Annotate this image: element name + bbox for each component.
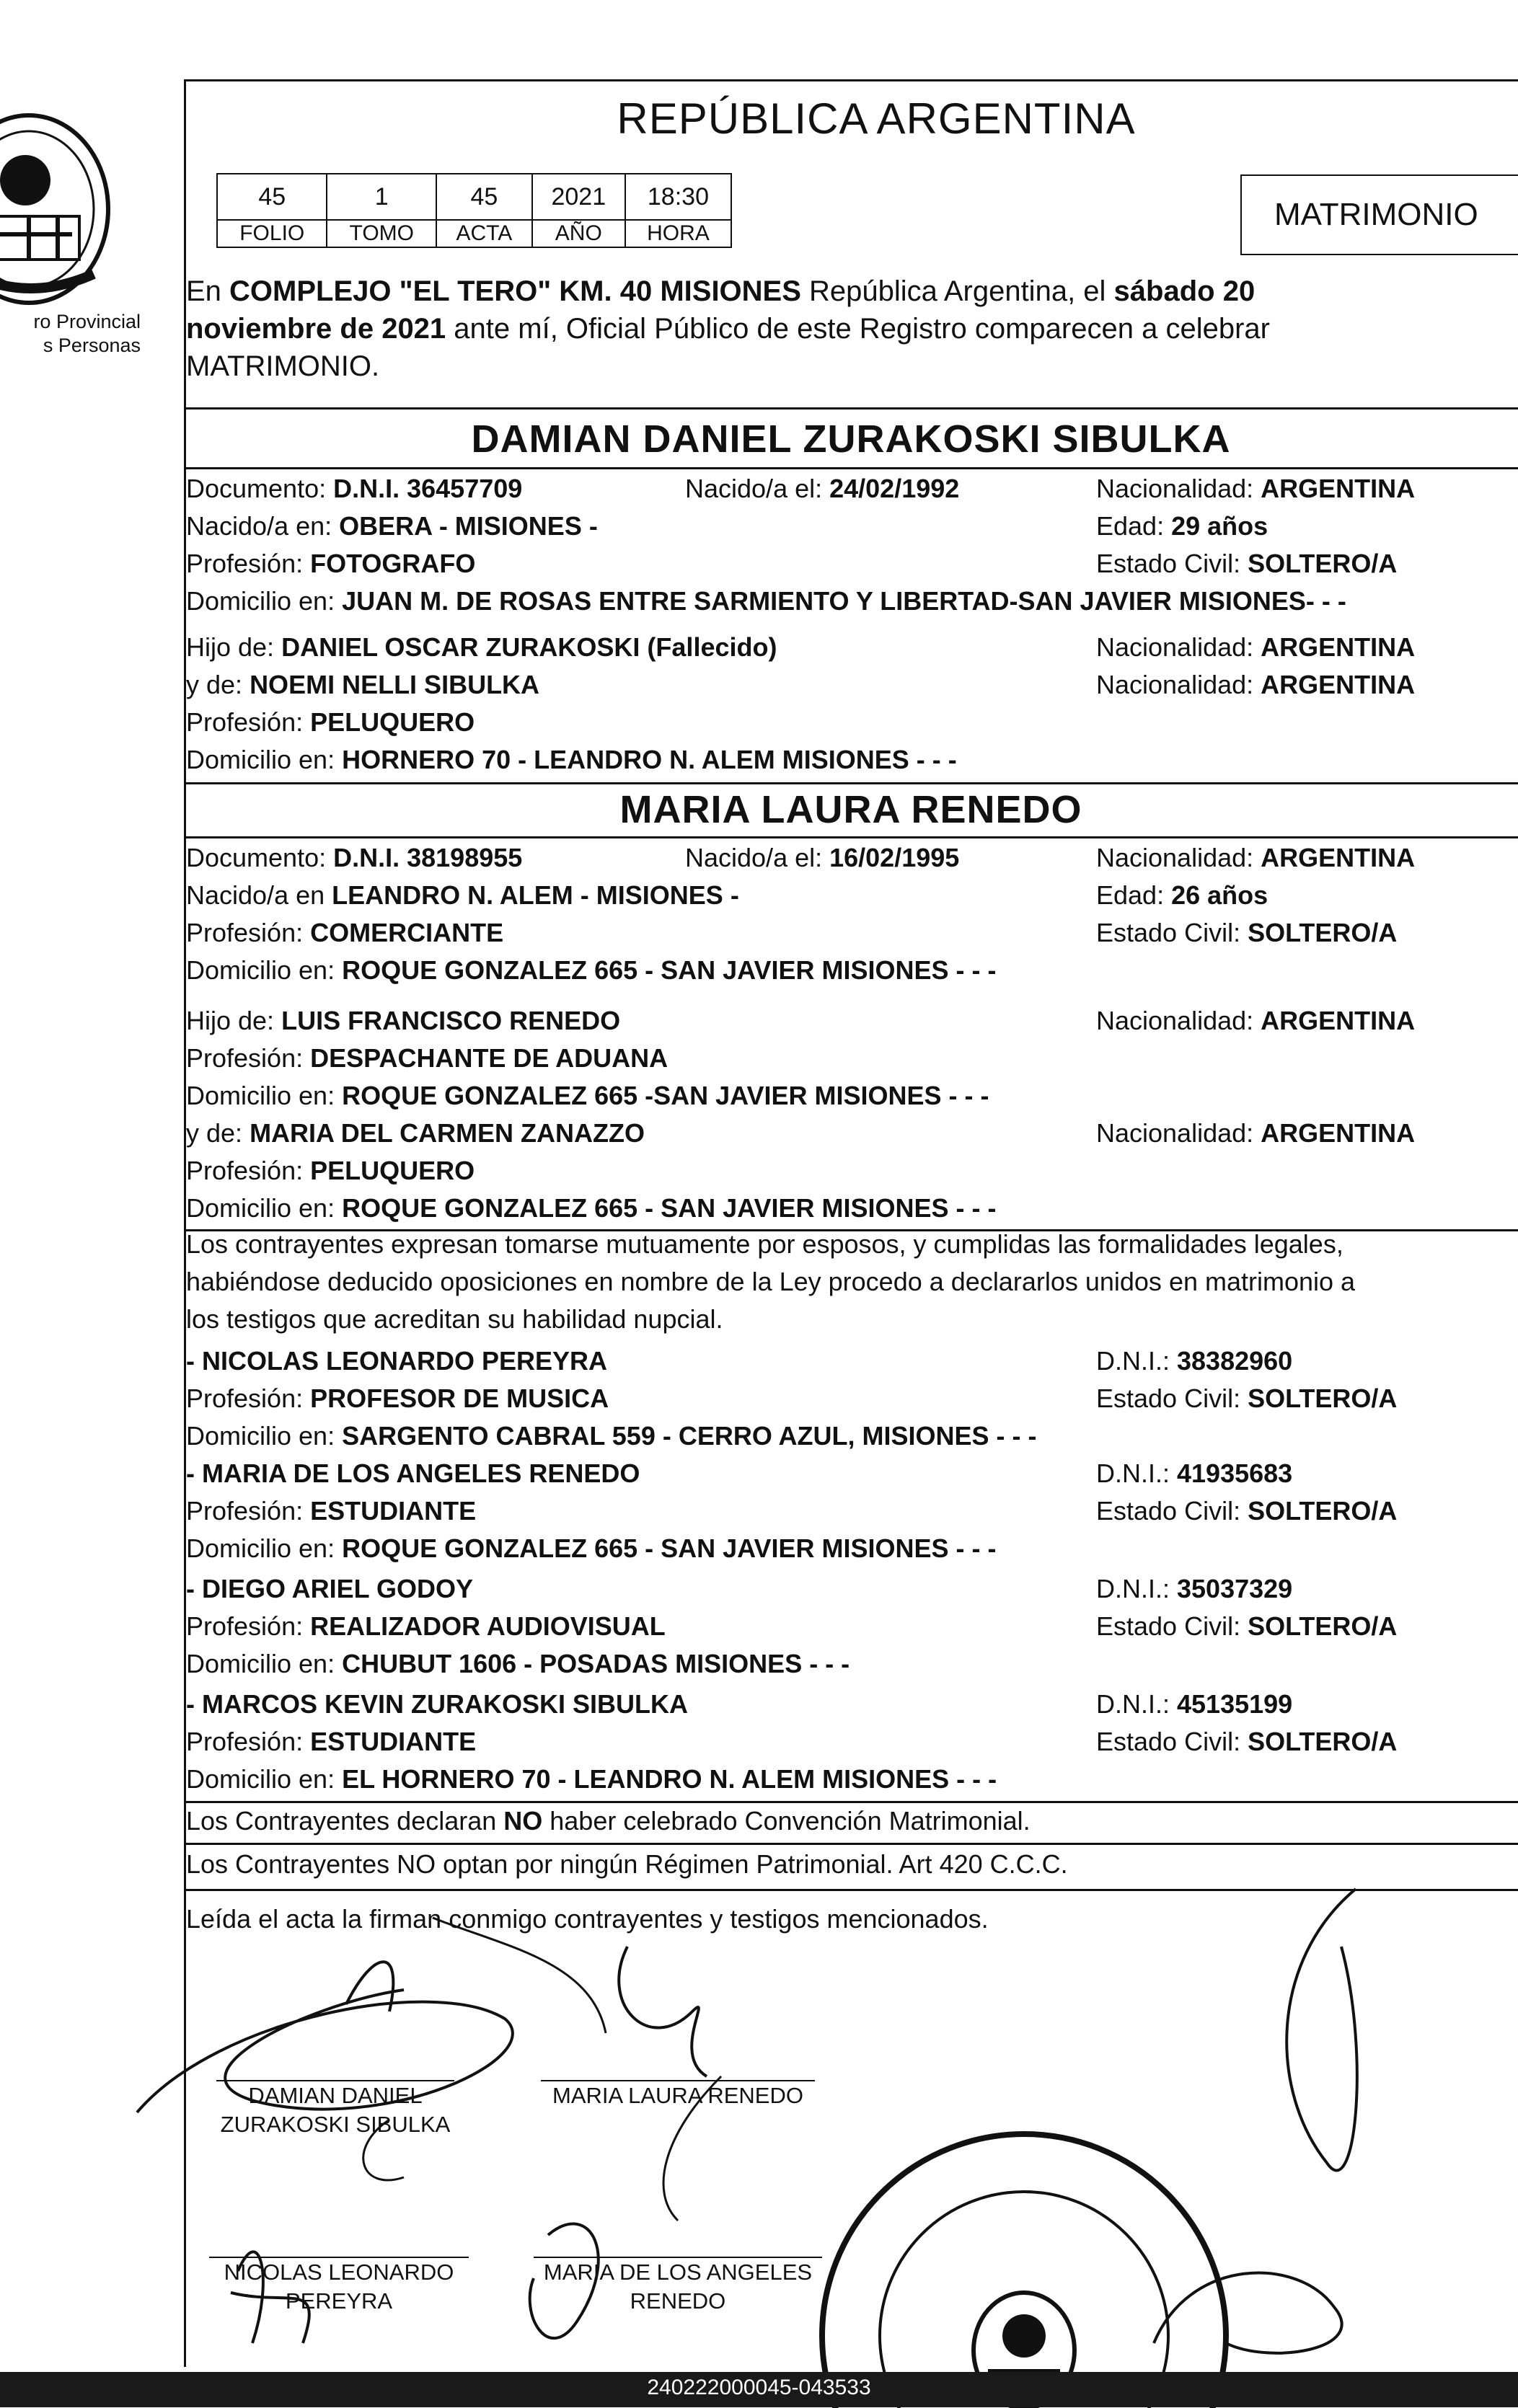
label: Domicilio en: (186, 1533, 343, 1563)
value: FOTOGRAFO (310, 549, 476, 578)
label: Documento: (186, 474, 334, 503)
value: ROQUE GONZALEZ 665 - SAN JAVIER MISIONES - - - (342, 955, 997, 985)
hora-label: HORA (625, 220, 731, 247)
label: Hijo de: (186, 632, 282, 662)
intro-date-1: sábado 20 (1113, 275, 1256, 307)
value: LUIS FRANCISCO RENEDO (281, 1006, 621, 1035)
value: PROFESOR DE MUSICA (310, 1384, 609, 1413)
label: Profesión: (186, 1496, 311, 1526)
value: ARGENTINA (1261, 670, 1416, 699)
value: SOLTERO/A (1248, 549, 1398, 578)
value: PELUQUERO (310, 1156, 475, 1185)
label: Domicilio en: (186, 955, 343, 985)
label: Nacionalidad: (1096, 670, 1261, 699)
label: Estado Civil: (1096, 1496, 1248, 1526)
value: DANIEL OSCAR ZURAKOSKI (Fallecido) (281, 632, 777, 662)
value: NOEMI NELLI SIBULKA (250, 670, 540, 699)
value: - DIEGO ARIEL GODOY (186, 1574, 474, 1603)
value: ARGENTINA (1261, 474, 1416, 503)
label: Profesión: (186, 1611, 311, 1641)
label: Edad: (1096, 511, 1172, 541)
value: SOLTERO/A (1248, 1727, 1398, 1756)
intro-text-1: En (186, 275, 230, 307)
value: ARGENTINA (1261, 843, 1416, 872)
label: Nacido/a el: (685, 843, 830, 872)
value: 35037329 (1177, 1574, 1293, 1603)
value: LEANDRO N. ALEM - MISIONES - (332, 880, 739, 910)
logo-caption-line2: s Personas (43, 335, 141, 356)
logo-caption-line1: ro Provincial (33, 311, 141, 332)
value: ARGENTINA (1261, 1006, 1416, 1035)
label: Profesión: (186, 1384, 311, 1413)
intro-text-2: República Argentina, el (800, 275, 1114, 307)
label: Nacido/a el: (685, 474, 830, 503)
value: 45135199 (1177, 1689, 1293, 1719)
value: SOLTERO/A (1248, 1384, 1398, 1413)
value: MARIA DEL CARMEN ZANAZZO (250, 1118, 645, 1148)
label: Profesión: (186, 1156, 311, 1185)
value: COMERCIANTE (310, 918, 504, 947)
label: Profesión: (186, 918, 311, 947)
value: 38382960 (1177, 1346, 1293, 1376)
value: ESTUDIANTE (310, 1727, 477, 1756)
agreement-regime: Los Contrayentes NO optan por ningún Régimen Patrimonial. Art 420 C.C.C. (186, 1849, 1068, 1879)
folio-label: FOLIO (217, 220, 327, 247)
value: SOLTERO/A (1248, 1611, 1398, 1641)
value: CHUBUT 1606 - POSADAS MISIONES - - - (342, 1649, 850, 1678)
value: SARGENTO CABRAL 559 - CERRO AZUL, MISIONES - - - (342, 1421, 1037, 1451)
intro-text-3: ante mí, Oficial Público de este Registro comparecen a celebrar (446, 313, 1270, 345)
intro-text-4: MATRIMONIO. (186, 350, 380, 382)
value: 16/02/1995 (829, 843, 960, 872)
signature-name-line2: ZURAKOSKI SIBULKA (220, 2112, 451, 2137)
label: Domicilio en: (186, 1193, 343, 1223)
label: Nacionalidad: (1096, 843, 1261, 872)
signature-witness1 (209, 2257, 469, 2316)
value: ARGENTINA (1261, 1118, 1416, 1148)
label: Estado Civil: (1096, 549, 1248, 578)
label: D.N.I.: (1096, 1346, 1178, 1376)
spouse2-name: MARIA LAURA RENEDO (619, 788, 1082, 831)
label: Edad: (1096, 880, 1172, 910)
label: Domicilio en: (186, 1764, 343, 1794)
value: DESPACHANTE DE ADUANA (310, 1043, 668, 1073)
label: Hijo de: (186, 1006, 282, 1035)
value: 41935683 (1177, 1458, 1293, 1488)
label: Nacionalidad: (1096, 632, 1261, 662)
label: Profesión: (186, 707, 311, 737)
value: ESTUDIANTE (310, 1496, 477, 1526)
value: 29 años (1171, 511, 1268, 541)
label: y de: (186, 670, 250, 699)
record-type-box: MATRIMONIO (1240, 174, 1518, 255)
label: D.N.I.: (1096, 1689, 1178, 1719)
label: Nacido/a en: (186, 511, 340, 541)
declaration-line2: habiéndose deducido oposiciones en nombre de la Ley procedo a declararlos unidos en matrimonio a (186, 1267, 1356, 1296)
label: y de: (186, 1118, 250, 1148)
label: Nacionalidad: (1096, 1118, 1261, 1148)
label: Domicilio en: (186, 745, 343, 774)
label: D.N.I.: (1096, 1574, 1178, 1603)
value: 24/02/1992 (829, 474, 960, 503)
label: Domicilio en: (186, 1081, 343, 1110)
value: REALIZADOR AUDIOVISUAL (310, 1611, 666, 1641)
value: - NICOLAS LEONARDO PEREYRA (186, 1346, 608, 1376)
intro-place: COMPLEJO "EL TERO" KM. 40 MISIONES (229, 275, 801, 307)
label: D.N.I.: (1096, 1458, 1178, 1488)
signature-name-line1: MARIA DE LOS ANGELES (543, 2259, 813, 2285)
label: Domicilio en: (186, 1649, 343, 1678)
value: ROQUE GONZALEZ 665 -SAN JAVIER MISIONES - - - (342, 1081, 989, 1110)
folio-value: 45 (217, 174, 327, 220)
value: ROQUE GONZALEZ 665 - SAN JAVIER MISIONES - - - (342, 1533, 997, 1563)
text: haber celebrado Convención Matrimonial. (542, 1806, 1031, 1836)
closing-statement: Leída el acta la firman conmigo contrayentes y testigos mencionados. (186, 1904, 989, 1934)
hora-value: 18:30 (625, 174, 731, 220)
label: Profesión: (186, 1727, 311, 1756)
acta-label: ACTA (436, 220, 532, 247)
value: ROQUE GONZALEZ 665 - SAN JAVIER MISIONES - - - (342, 1193, 997, 1223)
value: - MARCOS KEVIN ZURAKOSKI SIBULKA (186, 1689, 689, 1719)
document-code: 240222000045-043533 (647, 2376, 871, 2399)
signature-name-line1: DAMIAN DANIEL (248, 2083, 423, 2108)
label: Estado Civil: (1096, 1611, 1248, 1641)
label: Domicilio en: (186, 1421, 343, 1451)
page-title: REPÚBLICA ARGENTINA (617, 94, 1136, 143)
label: Estado Civil: (1096, 1384, 1248, 1413)
label: Estado Civil: (1096, 918, 1248, 947)
value: SOLTERO/A (1248, 918, 1398, 947)
value: JUAN M. DE ROSAS ENTRE SARMIENTO Y LIBERTAD-SAN JAVIER MISIONES- - - (342, 586, 1346, 616)
value: - MARIA DE LOS ANGELES RENEDO (186, 1458, 640, 1488)
signature-witness2 (534, 2257, 822, 2316)
value: EL HORNERO 70 - LEANDRO N. ALEM MISIONES - - - (342, 1764, 997, 1794)
anio-value: 2021 (532, 174, 625, 220)
spouse1-name: DAMIAN DANIEL ZURAKOSKI SIBULKA (471, 417, 1231, 461)
value: HORNERO 70 - LEANDRO N. ALEM MISIONES - - - (342, 745, 957, 774)
signature-name-line2: RENEDO (630, 2288, 726, 2314)
official-stamp-icon (808, 2105, 1240, 2408)
emphasis: NO (503, 1806, 543, 1836)
value: 26 años (1171, 880, 1268, 910)
value: PELUQUERO (310, 707, 475, 737)
value: D.N.I. 36457709 (333, 474, 523, 503)
signature-name-line1: MARIA LAURA RENEDO (552, 2083, 803, 2108)
label: Profesión: (186, 549, 311, 578)
label: Profesión: (186, 1043, 311, 1073)
tomo-value: 1 (327, 174, 436, 220)
acta-value: 45 (436, 174, 532, 220)
label: Domicilio en: (186, 586, 343, 616)
declaration-line3: los testigos que acreditan su habilidad nupcial. (186, 1304, 723, 1334)
label: Nacionalidad: (1096, 474, 1261, 503)
signature-name-line1: NICOLAS LEONARDO (224, 2259, 454, 2285)
label: Documento: (186, 843, 334, 872)
label: Nacido/a en (186, 880, 332, 910)
value: OBERA - MISIONES - (339, 511, 598, 541)
intro-date-2: noviembre de 2021 (186, 313, 446, 345)
declaration-line1: Los contrayentes expresan tomarse mutuamente por esposos, y cumplidas las formalidades legales, (186, 1229, 1343, 1259)
signature-spouse2 (541, 2080, 815, 2110)
label: Estado Civil: (1096, 1727, 1248, 1756)
value: D.N.I. 38198955 (333, 843, 523, 872)
signature-spouse1 (216, 2080, 454, 2139)
text: Los Contrayentes declaran (186, 1806, 504, 1836)
label: Nacionalidad: (1096, 1006, 1261, 1035)
signature-name-line2: PEREYRA (285, 2288, 393, 2314)
value: ARGENTINA (1261, 632, 1416, 662)
tomo-label: TOMO (327, 220, 436, 247)
value: SOLTERO/A (1248, 1496, 1398, 1526)
anio-label: AÑO (532, 220, 625, 247)
